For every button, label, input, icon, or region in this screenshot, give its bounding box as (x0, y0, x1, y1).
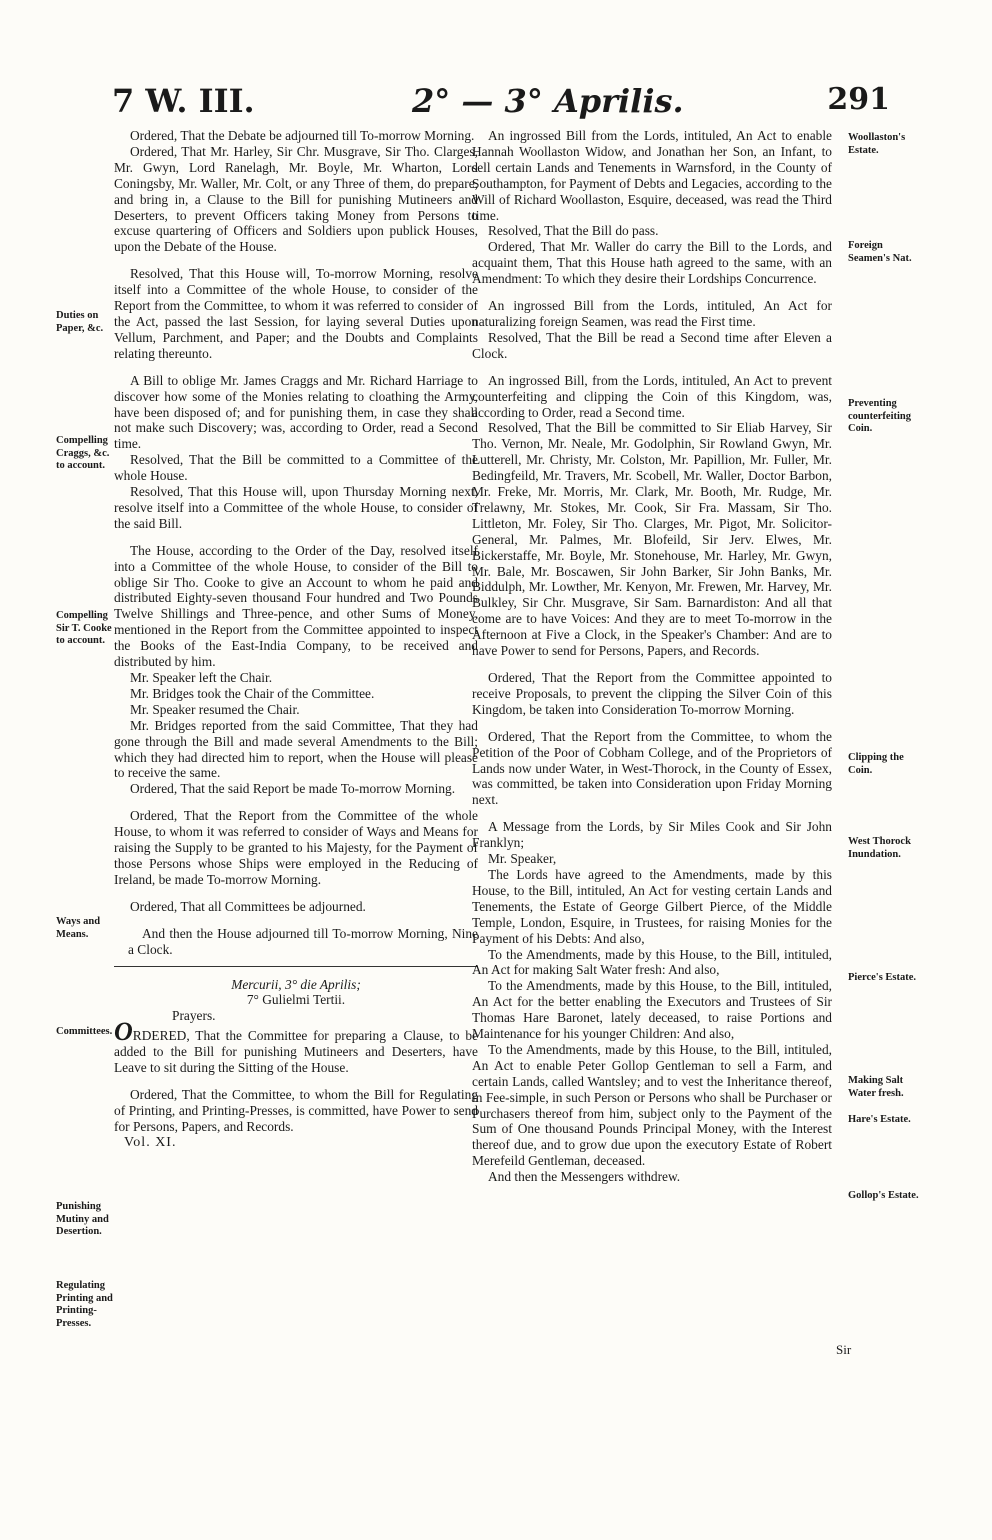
paragraph: Resolved, That the Bill be read a Second time after Eleven a Clock. (472, 329, 832, 361)
drop-cap: O (114, 1017, 133, 1047)
margin-note-gollop: Gollop's Estate. (848, 1190, 919, 1201)
paragraph: Ordered, That the Debate be adjourned till To-morrow Morning. (130, 128, 475, 143)
margin-note-thorock: West Thorock Inundation. (848, 836, 911, 860)
paragraph: To the Amendments, made by this House, to the Bill, intituled, An Act for the better enabling the Executors and Trustees of Sir Thomas Hare Baronet, lately deceased, to raise Portions and Maintenance for his younger Children: And also, (472, 978, 832, 1042)
paragraph: Mr. Bridges reported from the said Committee, That they had gone through the Bill and made several Amendments to the Bill; which they had directed him to report, when the House will please to receive the same. (114, 717, 478, 781)
right-column (472, 128, 832, 1185)
paragraph: Resolved, That this House will, upon Thursday Morning next, resolve itself into a Committee of the whole House, to consider of the said Bill. (114, 484, 478, 531)
paragraph: Ordered, That the Committee, to whom the Bill for Regulating of Printing, and Printing-Presses, is committed, have Power to send for Persons, Papers, and Records. (114, 1086, 478, 1134)
left-column (114, 128, 478, 1151)
paragraph: To the Amendments, made by this House, to the Bill, intituled, An Act to enable Peter Gollop Gentleman to sell a Farm, and certain Lands, called Wantsley; and to vest the Inheritance thereof, in Fee-simple, in such Person or Persons who shall be Purchaser or Purchasers thereof from him, subject only to the Payment of the Sum of One thousand Pounds Principal Money, with the Interest thereof due, and to grow due upon the executory Estate of Robert Merefeild Gentleman, deceased. (472, 1041, 832, 1169)
paragraph: Resolved, That the Bill be committed to a Committee of the whole House. (114, 452, 478, 484)
paragraph: An ingrossed Bill from the Lords, intituled, An Act to enable Hannah Woollaston Widow, and Jonathan her Son, an Infant, to sell certain Lands and Tenements in Warnsford, in the County of Southampton, for Payment of Debts and Legacies, according to the Will of Richard Woollaston, Esquire, deceased, was read the Third time. (472, 128, 832, 223)
paragraph: Resolved, That the Bill do pass. (488, 223, 659, 239)
paragraph: Resolved, That the Bill be committed to Sir Eliab Harvey, Sir Tho. Vernon, Mr. Neale, Mr. Godolphin, Sir Rowland Gwyn, Mr. Lutterell, Mr. Christy, Mr. Colston, Mr. Papillion, Mr. Fuller, Mr. Bedingfeild, Mr. Travers, Mr. Scobell, Mr. Waller, Doctor Barbon, Mr. Freke, Mr. Morris, Mr. Clark, Mr. Booth, Mr. Rudge, Mr. Trelawny, Mr. Stokes, Mr. Cook, Sir Fra. Massam, Sir Tho. Littleton, Mr. Foley, Sir Tho. Clarges, Mr. Pigot, Mr. Solicitor-General, Mr. Palmes, Mr. Blofeild, Sir Jerv. Elwes, Mr. Bickerstaffe, Mr. Boyle, Mr. Stonehouse, Mr. Harley, Mr. Gwyn, Mr. Bale, Mr. Boscawen, Sir John Barker, Sir John Banks, Mr. Biddulph, Mr. Lowther, Mr. Kenyon, Mr. Frewen, Mr. Harvey, Mr. Bulkley, Sir Chr. Musgrave, Sir Sam. Barnardiston: And all that come are to have Voices: And they are to meet To-morrow in the Afternoon at Five a Clock, in the Speaker's Chamber: And are to have Power to send for Persons, Papers, and Records. (472, 420, 832, 659)
paragraph: Ordered, That Mr. Waller do carry the Bill to the Lords, and acquaint them, That this House hath agreed to the same, with an Amendment: To which they desire their Lordships Concurrence. (472, 239, 832, 287)
paragraph: A Message from the Lords, by Sir Miles Cook and Sir John Franklyn; (472, 819, 832, 851)
section-divider (114, 966, 478, 967)
margin-note-seamen: Foreign Seamen's Nat. (848, 240, 912, 264)
margin-note-mutiny: Punishing Mutiny and Desertion. (56, 1201, 109, 1237)
margin-note-hare: Hare's Estate. (848, 1114, 911, 1125)
paragraph: Ordered, That all Committees be adjourned. (130, 898, 366, 914)
paragraph: Ordered, That the Report from the Committee appointed to receive Proposals, to prevent the clipping the Silver Coin of this Kingdom, be taken into Consideration To-morrow Morning. (472, 670, 832, 717)
paragraph: Ordered, That the Report from the Committee of the whole House, to whom it was referred to consider of Ways and Means for raising the Supply to be granted to his Majesty, for the Payment of those Persons whose Ships were employed in the Reducing of Ireland, be made To-morrow Morning. (114, 808, 478, 887)
paragraph: Ordered, That Mr. Harley, Sir Chr. Musgrave, Sir Tho. Clarges, Mr. Gwyn, Lord Ranelagh, Mr. Boyle, Mr. Wharton, Lord Coningsby, Mr. Waller, Mr. Colt, or any Three of them, do prepare, and bring in, a Clause to the Bill for punishing Mutineers and Deserters, to prevent Officers taking Money from Persons to excuse quartering of Officers and Soldiers upon publick Houses, upon the Debate of the House. (114, 143, 478, 255)
margin-note-duties: Duties on Paper, &c. (56, 310, 104, 334)
paragraph: Resolved, That this House will, To-morrow Morning, resolve itself into a Committee of the whole House, to consider of the Report from the Committee, to whom it was referred to consider of the Act, passed the last Session, for laying several Duties upon Vellum, Parchment, and Paper; and the Doubts and Complaints relating thereunto. (114, 266, 478, 361)
margin-note-pierce: Pierce's Estate. (848, 972, 917, 983)
volume-signature: Vol. XI. (124, 1134, 177, 1150)
paragraph: The House, according to the Order of the Day, resolved itself into a Committee of the whole House, to consider of the Bill to oblige Sir Tho. Cooke to give an Account to whom he paid and distributed Eighty-seven thousand Four hundred and Two Pounds Twelve Shillings and Three-pence, and other Sums of Money, mentioned in the Report from the Committee appointed to inspect the Books of the East-India Company, to be received and distributed by him. (114, 542, 478, 670)
paragraph: Ordered, That the Report from the Committee, to whom the Petition of the Poor of Cobham College, and of the Proprietors of Lands now under Water, in West-Thorock, in the County of Essex, was committed, be taken into Consideration upon Friday Morning next. (472, 728, 832, 808)
margin-note-printing: Regulating Printing and Printing-Presses. (56, 1280, 113, 1329)
paragraph: Mr. Speaker, (488, 851, 557, 867)
paragraph: Ordered, That the said Report be made To-morrow Morning. (130, 781, 456, 797)
paragraph: An ingrossed Bill from the Lords, intituled, An Act for naturalizing foreign Seamen, was read the First time. (472, 298, 832, 329)
regnal-year: 7 W. III. (112, 82, 255, 120)
margin-note-ways: Ways and Means. (56, 916, 101, 940)
paragraph: Mr. Speaker resumed the Chair. (130, 701, 300, 717)
margin-note-craggs: Compelling Craggs, &c. to account. (56, 435, 110, 471)
regnal-heading: 7° Gulielmi Tertii. (246, 992, 346, 1008)
page-number: 291 (827, 82, 890, 117)
margin-note-salt: Making Salt Water fresh. (848, 1075, 904, 1099)
paragraph: Mr. Speaker left the Chair. (130, 670, 273, 685)
margin-note-cooke: Compelling Sir T. Cooke to account. (56, 610, 112, 646)
prayers-heading: Prayers. (172, 1008, 216, 1024)
paragraph: A Bill to oblige Mr. James Craggs and Mr. Richard Harriage to discover how some of the Monies relating to cloathing the Army, have been disposed of; and for punishing them, in case they shall not make such Discovery; was, according to Order, read a Second time. (114, 372, 478, 452)
adjournment: And then the House adjourned till To-morrow Morning, Nine a Clock. (128, 925, 478, 957)
paragraph: An ingrossed Bill, from the Lords, intituled, An Act to prevent counterfeiting and clipping the Coin of this Kingdom, was, according to Order, read a Second time. (472, 372, 832, 420)
paragraph: And then the Messengers withdrew. (488, 1169, 681, 1185)
margin-note-woollaston: Woollaston's Estate. (848, 132, 906, 156)
day-heading: Mercurii, 3° die Aprilis; (231, 976, 361, 992)
paragraph: Mr. Bridges took the Chair of the Committee. (130, 685, 375, 701)
page-date: 2° — 3° Aprilis. (412, 82, 684, 120)
page-header (112, 82, 890, 122)
paragraph: The Lords have agreed to the Amendments, made by this House, to the Bill, intituled, An Act for vesting certain Lands and Tenements, the Estate of George Gilbert Pierce, of the Middle Temple, London, Esquire, in Trustees, for raising Monies for the Payment of his Debts: And also, (472, 866, 832, 946)
margin-note-committees: Committees. (56, 1026, 113, 1037)
margin-note-counterfeit: Preventing counterfeiting Coin. (848, 398, 911, 434)
margin-note-clipping: Clipping the Coin. (848, 752, 904, 776)
paragraph: ORDERED, That the Committee for preparing a Clause, to be added to the Bill for punishing Mutineers and Deserters, have Leave to sit during the Sitting of the House. (114, 1017, 478, 1076)
catchword: Sir (836, 1342, 852, 1357)
paragraph: To the Amendments, made by this House, to the Bill, intituled, An Act for making Salt Water fresh: And also, (472, 946, 832, 978)
